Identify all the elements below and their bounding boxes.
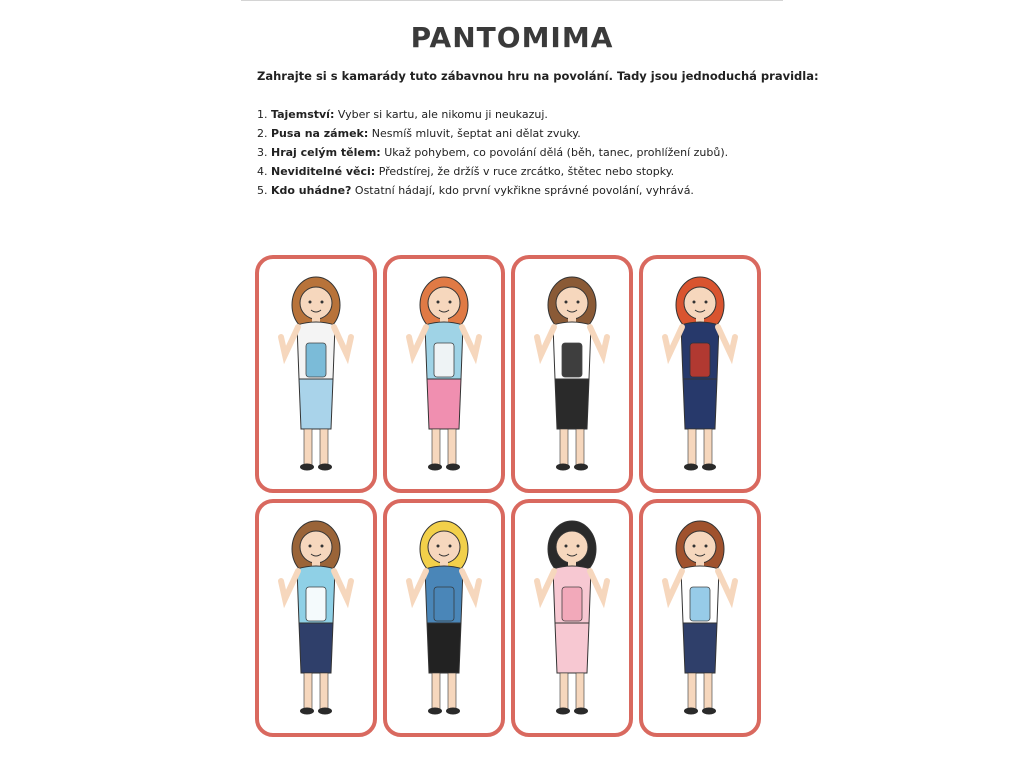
painter-figure xyxy=(643,503,757,733)
card-runner[interactable] xyxy=(383,499,505,737)
card-waiter[interactable] xyxy=(511,255,633,493)
page-title: PANTOMIMA xyxy=(410,21,614,54)
dentist-figure xyxy=(259,259,373,489)
worksheet-page xyxy=(241,0,819,769)
card-painter[interactable] xyxy=(639,499,761,737)
rules-list xyxy=(257,105,777,200)
rule-item: 3. Hraj celým tělem: Ukaž pohybem, co povolání dělá (běh, tanec, prohlížení zubů). xyxy=(257,146,729,159)
rule-item: 2. Pusa na zámek: Nesmíš mluvit, šeptat ani dělat zvuky. xyxy=(257,127,581,140)
rule-item: 1. Tajemství: Vyber si kartu, ale nikomu ji neukazuj. xyxy=(257,108,548,121)
intro-text: Zahrajte si s kamarády tuto zábavnou hru na povolání. Tady jsou jednoduchá pravidla: xyxy=(257,69,819,83)
runner-figure xyxy=(387,503,501,733)
ballerina-figure xyxy=(515,503,629,733)
ice-cream-seller-figure xyxy=(387,259,501,489)
card-ice-cream-seller[interactable] xyxy=(383,255,505,493)
waiter-figure xyxy=(515,259,629,489)
card-ballerina[interactable] xyxy=(511,499,633,737)
cleaner-figure xyxy=(259,503,373,733)
card-cleaner[interactable] xyxy=(255,499,377,737)
flight-attendant-figure xyxy=(643,259,757,489)
rule-item: 4. Neviditelné věci: Předstírej, že držíš v ruce zrcátko, štětec nebo stopky. xyxy=(257,165,675,178)
card-flight-attendant[interactable] xyxy=(639,255,761,493)
card-dentist[interactable] xyxy=(255,255,377,493)
rule-item: 5. Kdo uhádne? Ostatní hádají, kdo první vykřikne správné povolání, vyhrává. xyxy=(257,184,694,197)
